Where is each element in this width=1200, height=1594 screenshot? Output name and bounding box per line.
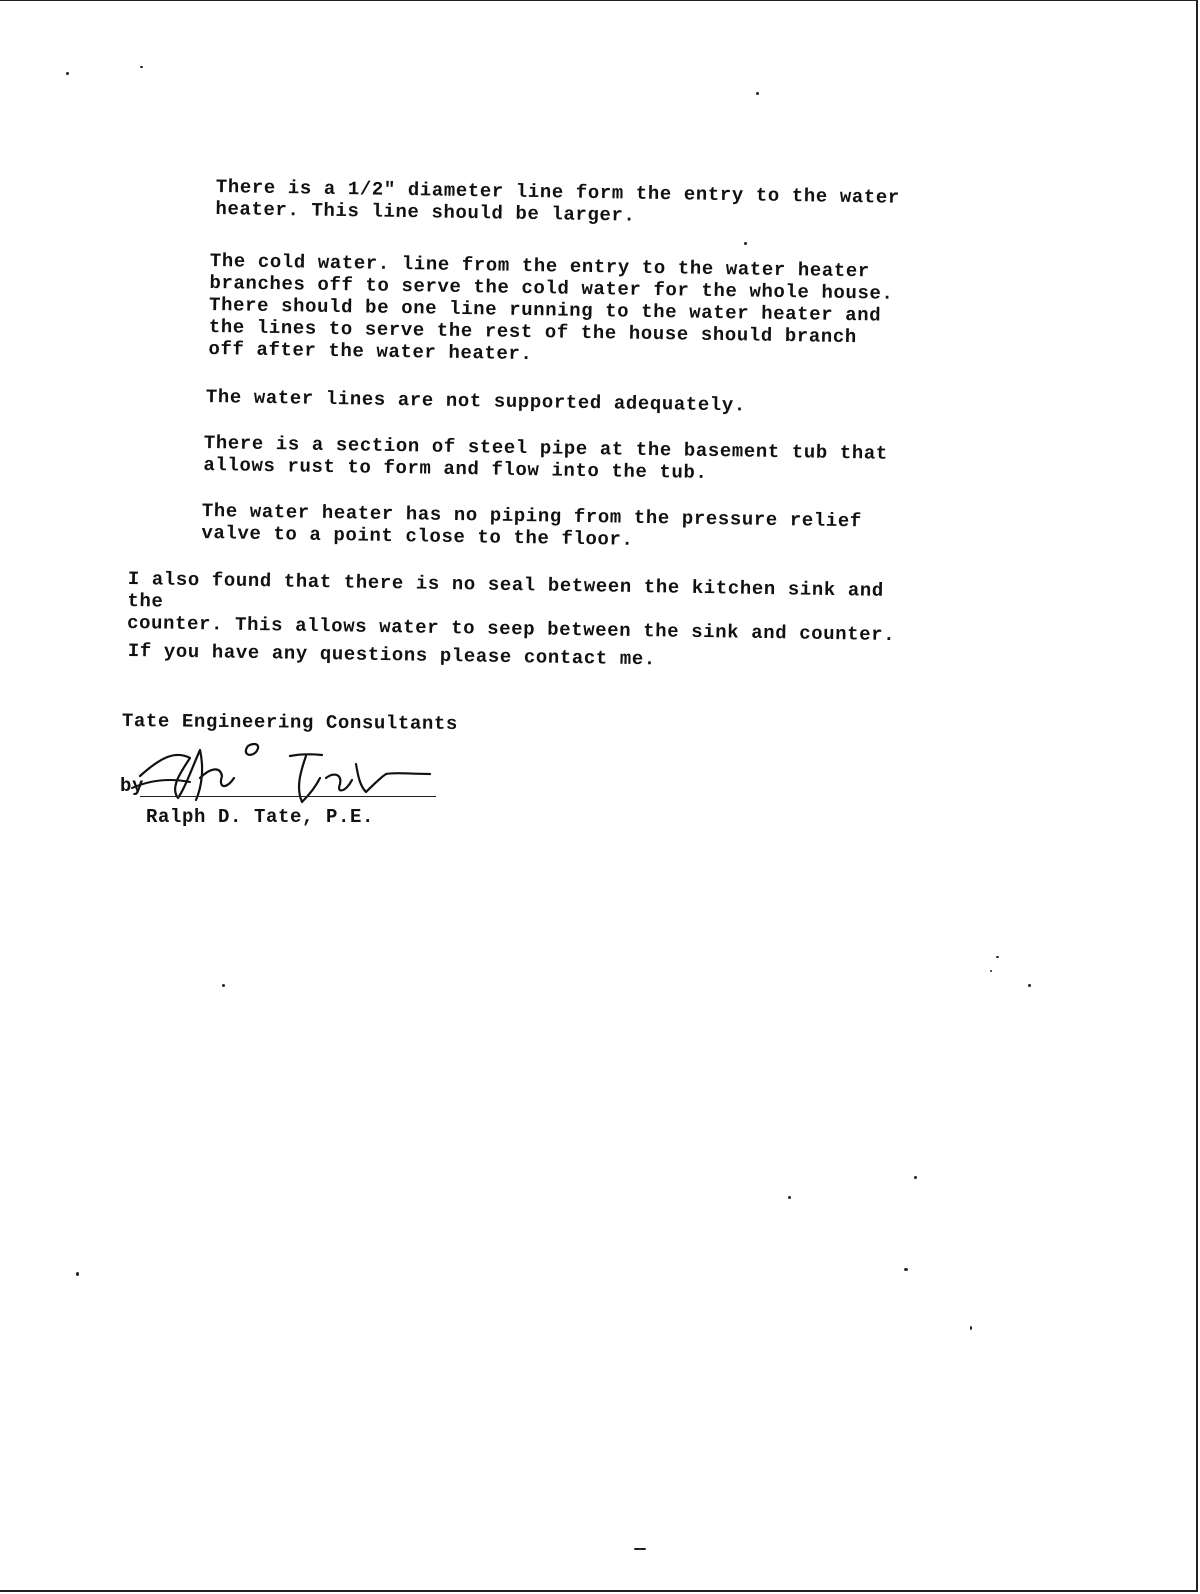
signature-icon [130, 728, 450, 818]
paragraph-water-lines-support: The water lines are not supported adequately. [205, 386, 747, 417]
scan-speck [140, 66, 143, 68]
scan-speck [914, 1176, 917, 1179]
paragraph-cold-water-line: The cold water. line from the entry to the water heater branches off to serve the cold water for the whole house. There should be one line running to the water heater and the lines to serve the rest of the house should branch off after the water heater. [208, 250, 894, 366]
paragraph-water-heater-line: There is a 1/2" diameter line form the entry to the water heater. This line should be larger. [215, 176, 901, 227]
scan-speck [66, 72, 69, 75]
scan-speck [970, 1326, 972, 1330]
paragraph-steel-pipe: There is a section of steel pipe at the basement tub that allows rust to form and flow into the tub. [203, 432, 889, 484]
signer-name: Ralph D. Tate, P.E. [146, 806, 375, 828]
scan-speck [788, 1196, 791, 1199]
scan-speck [222, 984, 225, 987]
scan-speck [76, 1272, 79, 1276]
closing-organization: Tate Engineering Consultants [121, 710, 459, 735]
scan-speck [756, 92, 759, 95]
scan-speck [904, 1268, 908, 1271]
scan-speck [1028, 984, 1031, 987]
paragraph-pressure-relief: The water heater has no piping from the pressure relief valve to a point close to the floor. [201, 500, 863, 551]
signature-line [140, 796, 436, 797]
scan-speck [990, 970, 992, 972]
paragraph-kitchen-sink-seal: I also found that there is no seal between the kitchen sink and the counter. This allows water to seep between the sink and counter. [126, 568, 896, 647]
scan-speck [634, 1548, 646, 1550]
scan-speck [744, 242, 747, 245]
scan-speck [996, 956, 999, 958]
paragraph-contact: If you have any questions please contact me. [127, 640, 657, 671]
by-label: by [120, 775, 145, 797]
